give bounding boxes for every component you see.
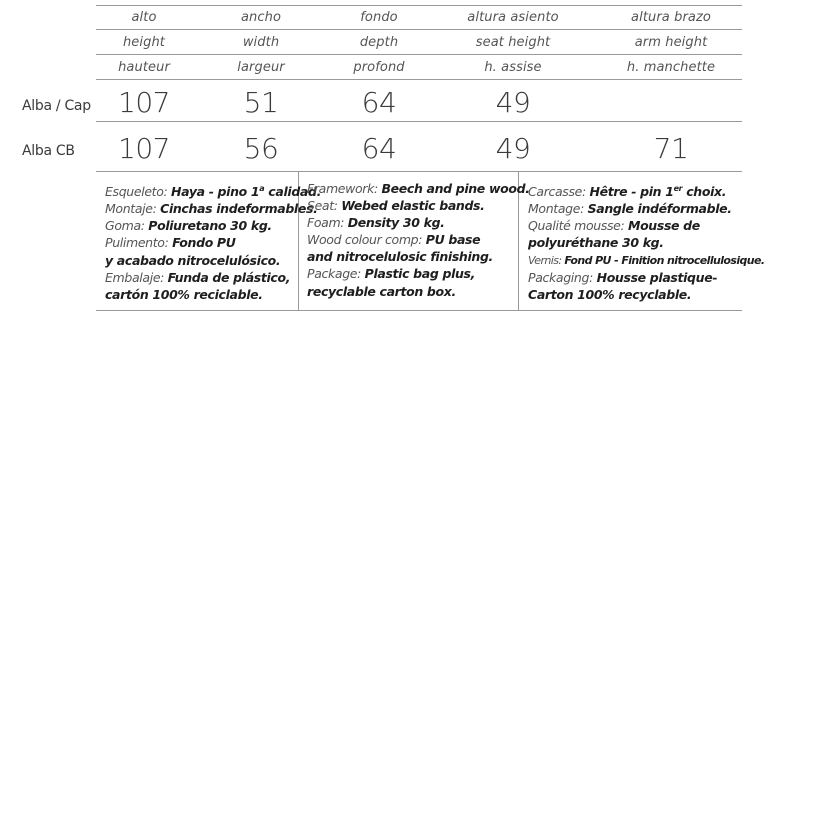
header-depth: depth [359,35,399,50]
header-height: height [122,35,166,50]
value-depth: 64 [361,132,397,165]
value-height: 107 [118,86,170,119]
header-row-english [96,31,742,55]
product-name: Alba CB [22,143,75,159]
value-seat-height: 49 [495,86,531,119]
value-arm-height: 71 [653,132,689,165]
value-width: 51 [243,86,279,119]
header-width: ancho [240,10,282,25]
header-seat-height: h. assise [484,60,542,75]
table-row [96,129,742,169]
header-width: width [242,35,280,50]
value-height: 107 [118,132,170,165]
header-arm-height: arm height [634,35,708,50]
header-seat-height: seat height [475,35,551,50]
header-height: hauteur [118,60,170,75]
header-row-spanish [96,6,742,30]
header-arm-height: altura brazo [631,10,711,25]
spec-french: Carcasse: Hêtre - pin 1er choix. Montage: Sangle indéformable. Qualité mousse: Mousse de polyuréthane 30 kg. Vernis: Fond PU - Finition nitrocellulosique. Packaging: Housse plastique- Carton 100% recyclable. [528,184,765,302]
value-depth: 64 [361,86,397,119]
header-height: alto [131,10,157,25]
header-depth: fondo [360,10,398,25]
value-width: 56 [243,132,279,165]
header-arm-height: h. manchette [626,60,716,75]
value-arm-height [606,83,736,123]
spec-spanish: Esqueleto: Haya - pino 1$^a$ calidad. Montaje: Cinchas indeformables. Goma: Poliuretano 30 kg. Pulimento: Fondo PU y acabado nitrocelulósico. Embalaje: Funda de plástico, cartón 100% reciclable. [105,184,321,302]
table-row [96,83,742,123]
header-width: largeur [237,60,285,75]
header-row-french [96,56,742,80]
product-name: Alba / Cap [22,98,91,114]
rule-bottom [96,310,742,311]
header-depth: profond [353,60,405,75]
spec-english: Framework: Beech and pine wood. Seat: Webed elastic bands. Foam: Density 30 kg. Wood colour comp: PU base and nitrocelulosic finishing. Package: Plastic bag plus, recyclable carton box. [307,181,530,299]
value-seat-height: 49 [495,132,531,165]
header-seat-height: altura asiento [467,10,559,25]
rule-row-2 [96,171,742,172]
